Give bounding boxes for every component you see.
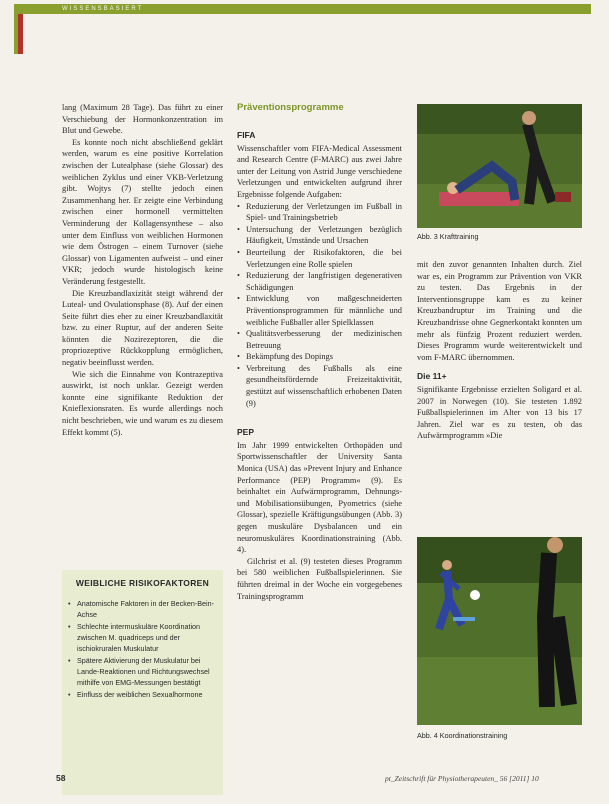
list-item: • Untersuchung der Verletzungen bezüglich Häufigkeit, Umstände und Ursachen: [237, 224, 402, 247]
photo-caption: Abb. 3 Krafttraining: [417, 232, 479, 241]
paragraph: lang (Maximum 28 Tage). Das führt zu einer Verschiebung der Hormonkonzentration im Blut und Gewebe.: [62, 103, 223, 136]
paragraph: Es konnte noch nicht abschließend geklärt werden, warum es eine positive Korrelation zwischen der Lutealphase (siehe Glossar) des weiblichen Zyklus und einer VKB-Verletzung gibt. Wojtys (7) stellte jedoch einen Zusammenhang her. Er zeigte eine Verbindung zwischen einer hormonell vermittelten Verminderung der Kollagensynthese – also unter dem Einfluss von weiblichen Hormonen wie dem Östrogen – einem Turnover (siehe Glossar) von Ligamenten aufweist – und einer VKR; jedoch wurde histologisch keine Veränderung festgestellt.: [62, 137, 223, 286]
list-item: • Reduzierung der Verletzungen im Fußball in Spiel- und Trainingsbetrieb: [237, 201, 402, 224]
journal-footer: pt_Zeitschrift für Physiotherapeuten_ 56 [2011] 10: [385, 774, 539, 783]
section-title: Präventionsprogramme: [237, 102, 344, 113]
photo-coordination-training: [417, 537, 582, 725]
paragraph: Im Jahr 1999 entwickelten Orthopäden und Sportwissenschaftler der University Santa Monica (USA) das »Prevent Injury and Enhance Performance (PEP) Programm« (9). Es beinhaltet ein Aufwärmprogramm, Dehnungs- und Mobilisationsübungen, Pyometrics (siehe Glossar), spezielle Kräftigungsübungen (Abb. 3) gegen muskuläre Dysbalancen und ein neuromuskuläres Koordinationstraining (Abb. 4).: [237, 440, 402, 555]
paragraph: Die Kreuzbandlaxizität steigt während der Luteal- und Ovulationsphase (8). Auf der einen Seite führt dies eher zu einer Kreuzbandlaxität bzw. zu einer Ruptur, auf der anderen Seite könnten die Nozirezeptoren, die die propriozeptive Rückkopplung ermöglichen, negativ beeinflusst werden.: [62, 288, 223, 368]
box-title: WEIBLICHE RISIKOFAKTOREN: [75, 578, 210, 588]
list-item: • Reduzierung der langfristigen degenerativen Schädigungen: [237, 270, 402, 293]
page-number: 58: [56, 773, 66, 783]
paragraph: Gilchrist et al. (9) testeten dieses Programm bei 580 weiblichen Fußballspielerinnen. Sie führten dreimal in der Woche ein vorgegebenes Trainingsprogramm: [237, 556, 402, 601]
list-item: • Anatomische Faktoren in der Becken-Bein-Achse: [68, 598, 217, 620]
red-stripe: [18, 14, 23, 54]
column-3: [417, 259, 582, 442]
photo-illustration: [417, 104, 582, 228]
section-label: WISSENSBASIERT: [62, 6, 144, 12]
list-item: • Entwicklung von maßgeschneiderten Präventionsprogrammen für männliche und weibliche Fußballer aller Spielklassen: [237, 293, 402, 328]
subsection-title: Die 11+: [417, 371, 447, 382]
paragraph: mit den zuvor genannten Inhalten durch. Ziel war es, ein Programm zur Prävention von VKR zu testen. Das Ergebnis in der Interventionsgruppe kam es zu keiner Kreuzbandruptur im Training und die Kreuzbandrisse ohne Gegnerkontakt konnten um mehr als fünfzig Prozent reduziert werden. Dieses Programm wurde weiterentwickelt und vom F-MARC übernommen.: [417, 260, 582, 362]
paragraph: Wie sich die Einnahme von Kontrazeptiva auswirkt, ist noch unklar. Gezeigt werden konnte eine signifikante Reduktion der Knieflexionsraten. Es wurde allerdings noch nicht beschrieben, wie und warum es zu diesem Effekt kommt (5).: [62, 369, 223, 437]
paragraph: Wissenschaftler vom FIFA-Medical Assessment and Research Centre (F-MARC) aus zwei Jahre unter der Leitung von Astrid Junge verschiedene Verletzungen und entwickelten aufgrund ihrer Ergebnisse folgende Aufgaben:: [237, 143, 402, 199]
list-item: • Qualitätsverbesserung der medizinischen Betreuung: [237, 328, 402, 351]
risk-factors-box: [62, 570, 223, 795]
paragraph: Signifikante Ergebnisse erzielten Soligard et al. 2007 in Norwegen (10). Sie testeten 1.892 Fußballspielerinnen im Alter von 13 bis 17 Jahren. Ziel war es zu testen, ob das Aufwärmprogramm »Die: [417, 384, 582, 441]
photo-caption: Abb. 4 Koordinationstraining: [417, 731, 508, 740]
pep-title: PEP: [237, 427, 255, 438]
photo-strength-training: [417, 104, 582, 228]
column-1: [62, 102, 223, 438]
list-item: • Schlechte intermuskuläre Koordination zwischen M. quadriceps und der ischiokruralen Muskulatur: [68, 621, 217, 654]
fifa-title: FIFA: [237, 130, 256, 140]
list-item: • Verbreitung des Fußballs als eine gesundheitsfördernde Freizeitaktivität, gestützt auf wissenschaftlich erhobenen Daten (9): [237, 363, 402, 409]
column-2: [237, 130, 402, 602]
fifa-list: [237, 201, 402, 410]
risk-factors-list: [68, 598, 217, 701]
list-item: • Bekämpfung des Dopings: [237, 351, 402, 363]
list-item: • Einfluss der weiblichen Sexualhormone: [68, 689, 217, 700]
list-item: • Beurteilung der Risikofaktoren, die bei Verletzungen eine Rolle spielen: [237, 247, 402, 270]
list-item: • Spätere Aktivierung der Muskulatur bei Lande-Reaktionen und Richtungswechsel mithilfe von EMG-Messungen bestätigt: [68, 655, 217, 688]
photo-illustration: [417, 537, 582, 725]
